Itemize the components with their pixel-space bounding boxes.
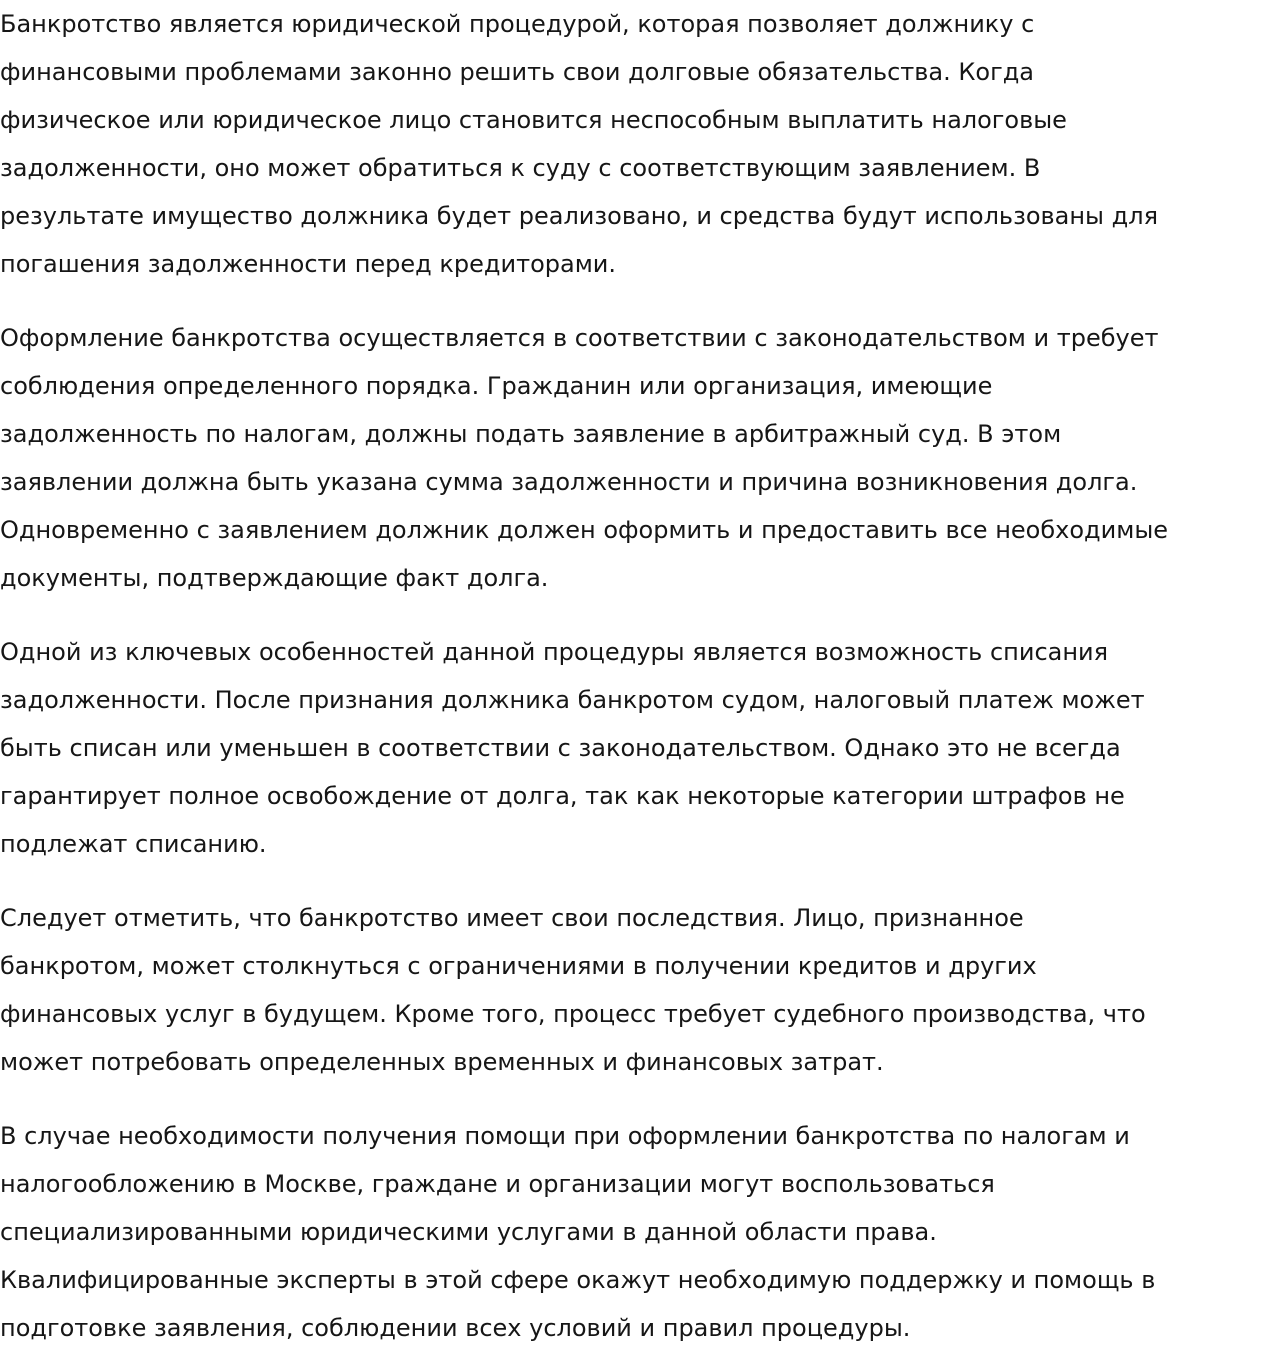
text-line: Одной из ключевых особенностей данной процедуры является возможность списания (0, 638, 1109, 666)
text-line: банкротом, может столкнуться с ограничениями в получении кредитов и других (0, 952, 1037, 980)
text-line: В случае необходимости получения помощи при оформлении банкротства по налогам и (0, 1122, 1130, 1150)
paragraph-consequences (0, 894, 1270, 1086)
text-line: быть списан или уменьшен в соответствии с законодательством. Однако это не всегда (0, 734, 1121, 762)
text-line: подготовке заявления, соблюдении всех условий и правил процедуры. (0, 1314, 911, 1342)
text-line: Оформление банкротства осуществляется в соответствии с законодательством и требует (0, 324, 1159, 352)
text-line: налогообложению в Москве, граждане и организации могут воспользоваться (0, 1170, 995, 1198)
text-line: Банкротство является юридической процедурой, которая позволяет должнику с (0, 10, 1035, 38)
text-line: специализированными юридическими услугами в данной области права. (0, 1218, 937, 1246)
text-line: задолженности. После признания должника банкротом судом, налоговый платеж может (0, 686, 1145, 714)
text-line: может потребовать определенных временных и финансовых затрат. (0, 1048, 884, 1076)
paragraph-bankruptcy-definition (0, 0, 1270, 288)
text-line: подлежат списанию. (0, 830, 267, 858)
text-line: финансовых услуг в будущем. Кроме того, процесс требует судебного производства, что (0, 1000, 1146, 1028)
text-line: финансовыми проблемами законно решить свои долговые обязательства. Когда (0, 58, 1035, 86)
text-line: погашения задолженности перед кредиторами. (0, 250, 617, 278)
text-line: Одновременно с заявлением должник должен оформить и предоставить все необходимые (0, 516, 1169, 544)
text-line: гарантирует полное освобождение от долга, так как некоторые категории штрафов не (0, 782, 1125, 810)
paragraph-debt-write-off (0, 628, 1270, 868)
paragraph-filing-procedure (0, 314, 1270, 602)
text-line: документы, подтверждающие факт долга. (0, 564, 549, 592)
text-line: задолженности, оно может обратиться к суду с соответствующим заявлением. В (0, 154, 1041, 182)
text-line: соблюдения определенного порядка. Гражданин или организация, имеющие (0, 372, 993, 400)
text-line: результате имущество должника будет реализовано, и средства будут использованы для (0, 202, 1158, 230)
text-line: физическое или юридическое лицо становится неспособным выплатить налоговые (0, 106, 1067, 134)
text-line: задолженность по налогам, должны подать заявление в арбитражный суд. В этом (0, 420, 1062, 448)
text-line: заявлении должна быть указана сумма задолженности и причина возникновения долга. (0, 468, 1138, 496)
text-line: Следует отметить, что банкротство имеет свои последствия. Лицо, признанное (0, 904, 1024, 932)
paragraph-legal-help (0, 1112, 1270, 1352)
text-line: Квалифицированные эксперты в этой сфере окажут необходимую поддержку и помощь в (0, 1266, 1156, 1294)
